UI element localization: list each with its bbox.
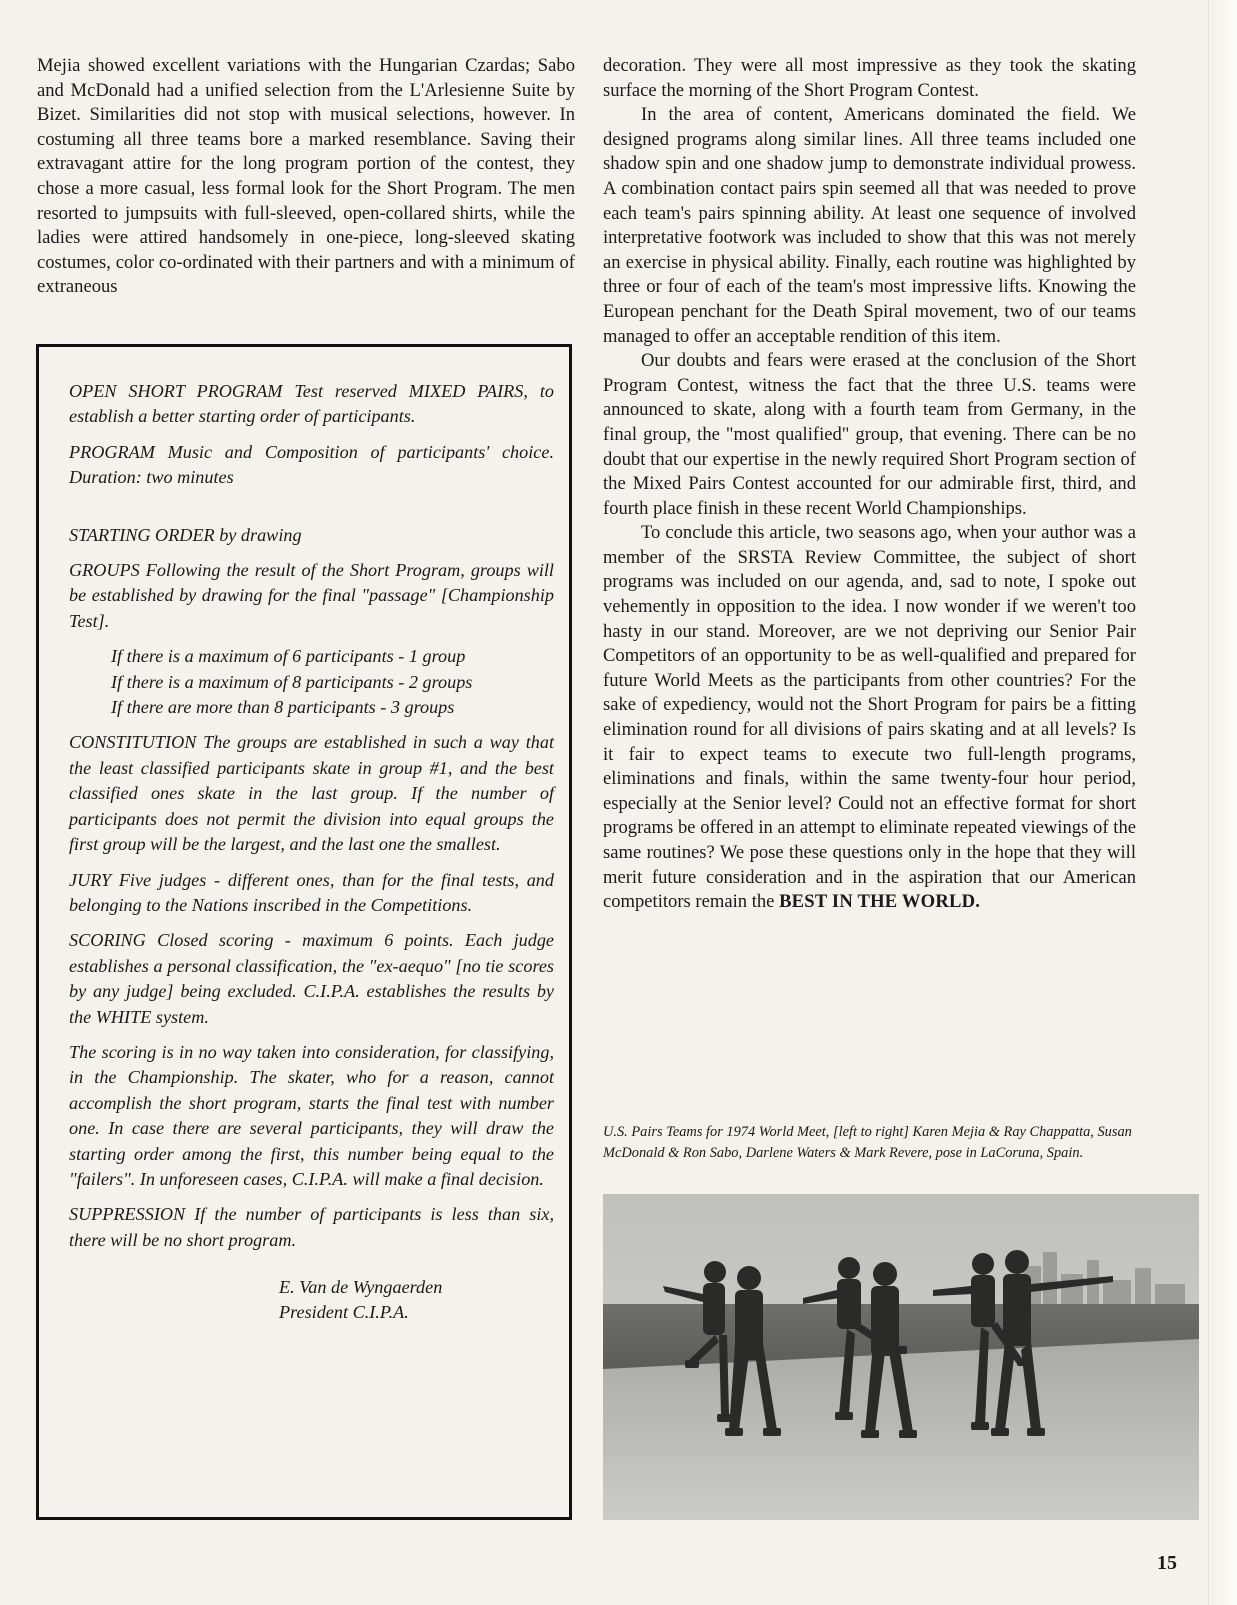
rule-jury: JURY Five judges - different ones, than for the final tests, and belonging to the Nations inscribed in the Competitions. bbox=[69, 869, 554, 915]
right-paragraph-2: In the area of content, Americans dominated the field. We designed programs along similar lines. All three teams included one shadow spin and one shadow jump to demonstrate individual prowess. A combination contact pairs spin seemed all that was needed to prove each team's pairs spinning ability. At least one sequence of involved interpretative footwork was included to show that this was not merely an exercise in physical ability. Finally, each routine was highlighted by three or four of each of the team's most impressive lifts. Knowing the European penchant for the Death Spiral movement, two of our teams managed to offer an acceptable rendition of this item. bbox=[603, 104, 1136, 347]
right-paragraph-3: Our doubts and fears were erased at the conclusion of the Short Program Contest, witness the fact that the three U.S. teams were announced to skate, along with a fourth team from Germany, in the final group, the "most qualified" group, that evening. There can be no doubt that our expertise in the newly required Short Program section of the Mixed Pairs Contest accounted for our admirable first, third, and fourth place finish in these recent World Championships. bbox=[603, 350, 1136, 519]
right-paragraph-1: decoration. They were all most impressive as they took the skating surface the morning of the Short Program Contest. bbox=[603, 55, 1136, 101]
page-edge bbox=[1208, 0, 1237, 1605]
rule-starting-order: STARTING ORDER by drawing bbox=[69, 524, 302, 545]
group-rules-list bbox=[111, 644, 554, 720]
group-rule-2: If there is a maximum of 8 participants - 2 groups bbox=[111, 671, 473, 692]
right-paragraph-4-text: To conclude this article, two seasons ago, when your author was a member of the SRSTA Review Committee, the subject of short programs was included on our agenda, and, sad to note, I spoke out vehemently in opposition to the idea. I now wonder if we weren't too hasty in our stand. Moreover, are we not depriving our Senior Pair Competitors of an opportunity to be as well-qualified and prepared for future World Meets as the participants from other countries? For the sake of expediency, would not the Short Program for pairs be a fitting elimination round for all divisions of pairs skating and at all levels? Is it fair to expect teams to execute two full-length programs, eliminations and finals, within the same twenty-four hour period, especially at the Senior level? Could not an effective format for short programs be offered in an attempt to eliminate repeated viewings of the same routines? We pose these questions only in the hope that they will merit future consideration and in the aspiration that our American competitors remain the bbox=[603, 522, 1136, 913]
rule-scoring: SCORING Closed scoring - maximum 6 points. Each judge establishes a personal classification, the "ex-aequo" [no tie scores by any judge] being excluded. C.I.P.A. establishes the results by the WHITE system. bbox=[69, 930, 554, 1027]
rule-suppression: SUPPRESSION If the number of participants is less than six, there will be no short program. bbox=[69, 1204, 554, 1250]
signature-title: President C.I.P.A. bbox=[279, 1302, 409, 1323]
rule-open: OPEN SHORT PROGRAM Test reserved MIXED PAIRS, to establish a better starting order of participants. bbox=[69, 381, 554, 427]
left-paragraph: Mejia showed excellent variations with the Hungarian Czardas; Sabo and McDonald had a unified selection from the L'Arlesienne Suite by Bizet. Similarities did not stop with musical selections, however. In costuming all three teams bore a marked resemblance. Saving their extravagant attire for the long program portion of the contest, they chose a more casual, less formal look for the Short Program. The men resorted to jumpsuits with full-sleeved, open-collared shirts, while the ladies were attired handsomely in one-piece, long-sleeved skating costumes, color co-ordinated with their partners and with a minimum of extraneous bbox=[37, 55, 575, 298]
signature-name: E. Van de Wyngaerden bbox=[279, 1277, 443, 1298]
rule-constitution: CONSTITUTION The groups are established in such a way that the least classified participants skate in group #1, and the best classified ones skate in the last group. If the number of participants does not permit the division into equal groups the first group will be the largest, and the last one the smallest. bbox=[69, 732, 554, 855]
group-rule-3: If there are more than 8 participants - 3 groups bbox=[111, 697, 455, 718]
signature bbox=[279, 1275, 554, 1325]
rules-box bbox=[36, 344, 572, 1520]
team-photo bbox=[603, 1194, 1199, 1520]
right-column bbox=[603, 54, 1136, 915]
page-number: 15 bbox=[1157, 1552, 1177, 1574]
right-paragraph-4 bbox=[603, 521, 1136, 915]
rule-groups: GROUPS Following the result of the Short Program, groups will be established by drawing for the final "passage" [Championship Test]. bbox=[69, 560, 554, 631]
best-in-world-text: BEST IN THE WORLD. bbox=[779, 891, 981, 913]
photo-caption: U.S. Pairs Teams for 1974 World Meet, [left to right] Karen Mejia & Ray Chappatta, Susan McDonald & Ron Sabo, Darlene Waters & Mark Revere, pose in LaCoruna, Spain. bbox=[603, 1124, 1132, 1161]
rule-scoring-note: The scoring is in no way taken into consideration, for classifying, in the Championship. The skater, who for a reason, cannot accomplish the short program, starts the final test with number one. In case there are several participants, they will draw the starting order among the first, this number being equal to the "failers". In unforeseen cases, C.I.P.A. will make a final decision. bbox=[69, 1041, 554, 1189]
rules-box-content bbox=[69, 379, 554, 1325]
rule-program: PROGRAM Music and Composition of participants' choice. Duration: two minutes bbox=[69, 441, 554, 488]
group-rule-1: If there is a maximum of 6 participants - 1 group bbox=[111, 646, 466, 667]
left-column bbox=[37, 54, 575, 300]
